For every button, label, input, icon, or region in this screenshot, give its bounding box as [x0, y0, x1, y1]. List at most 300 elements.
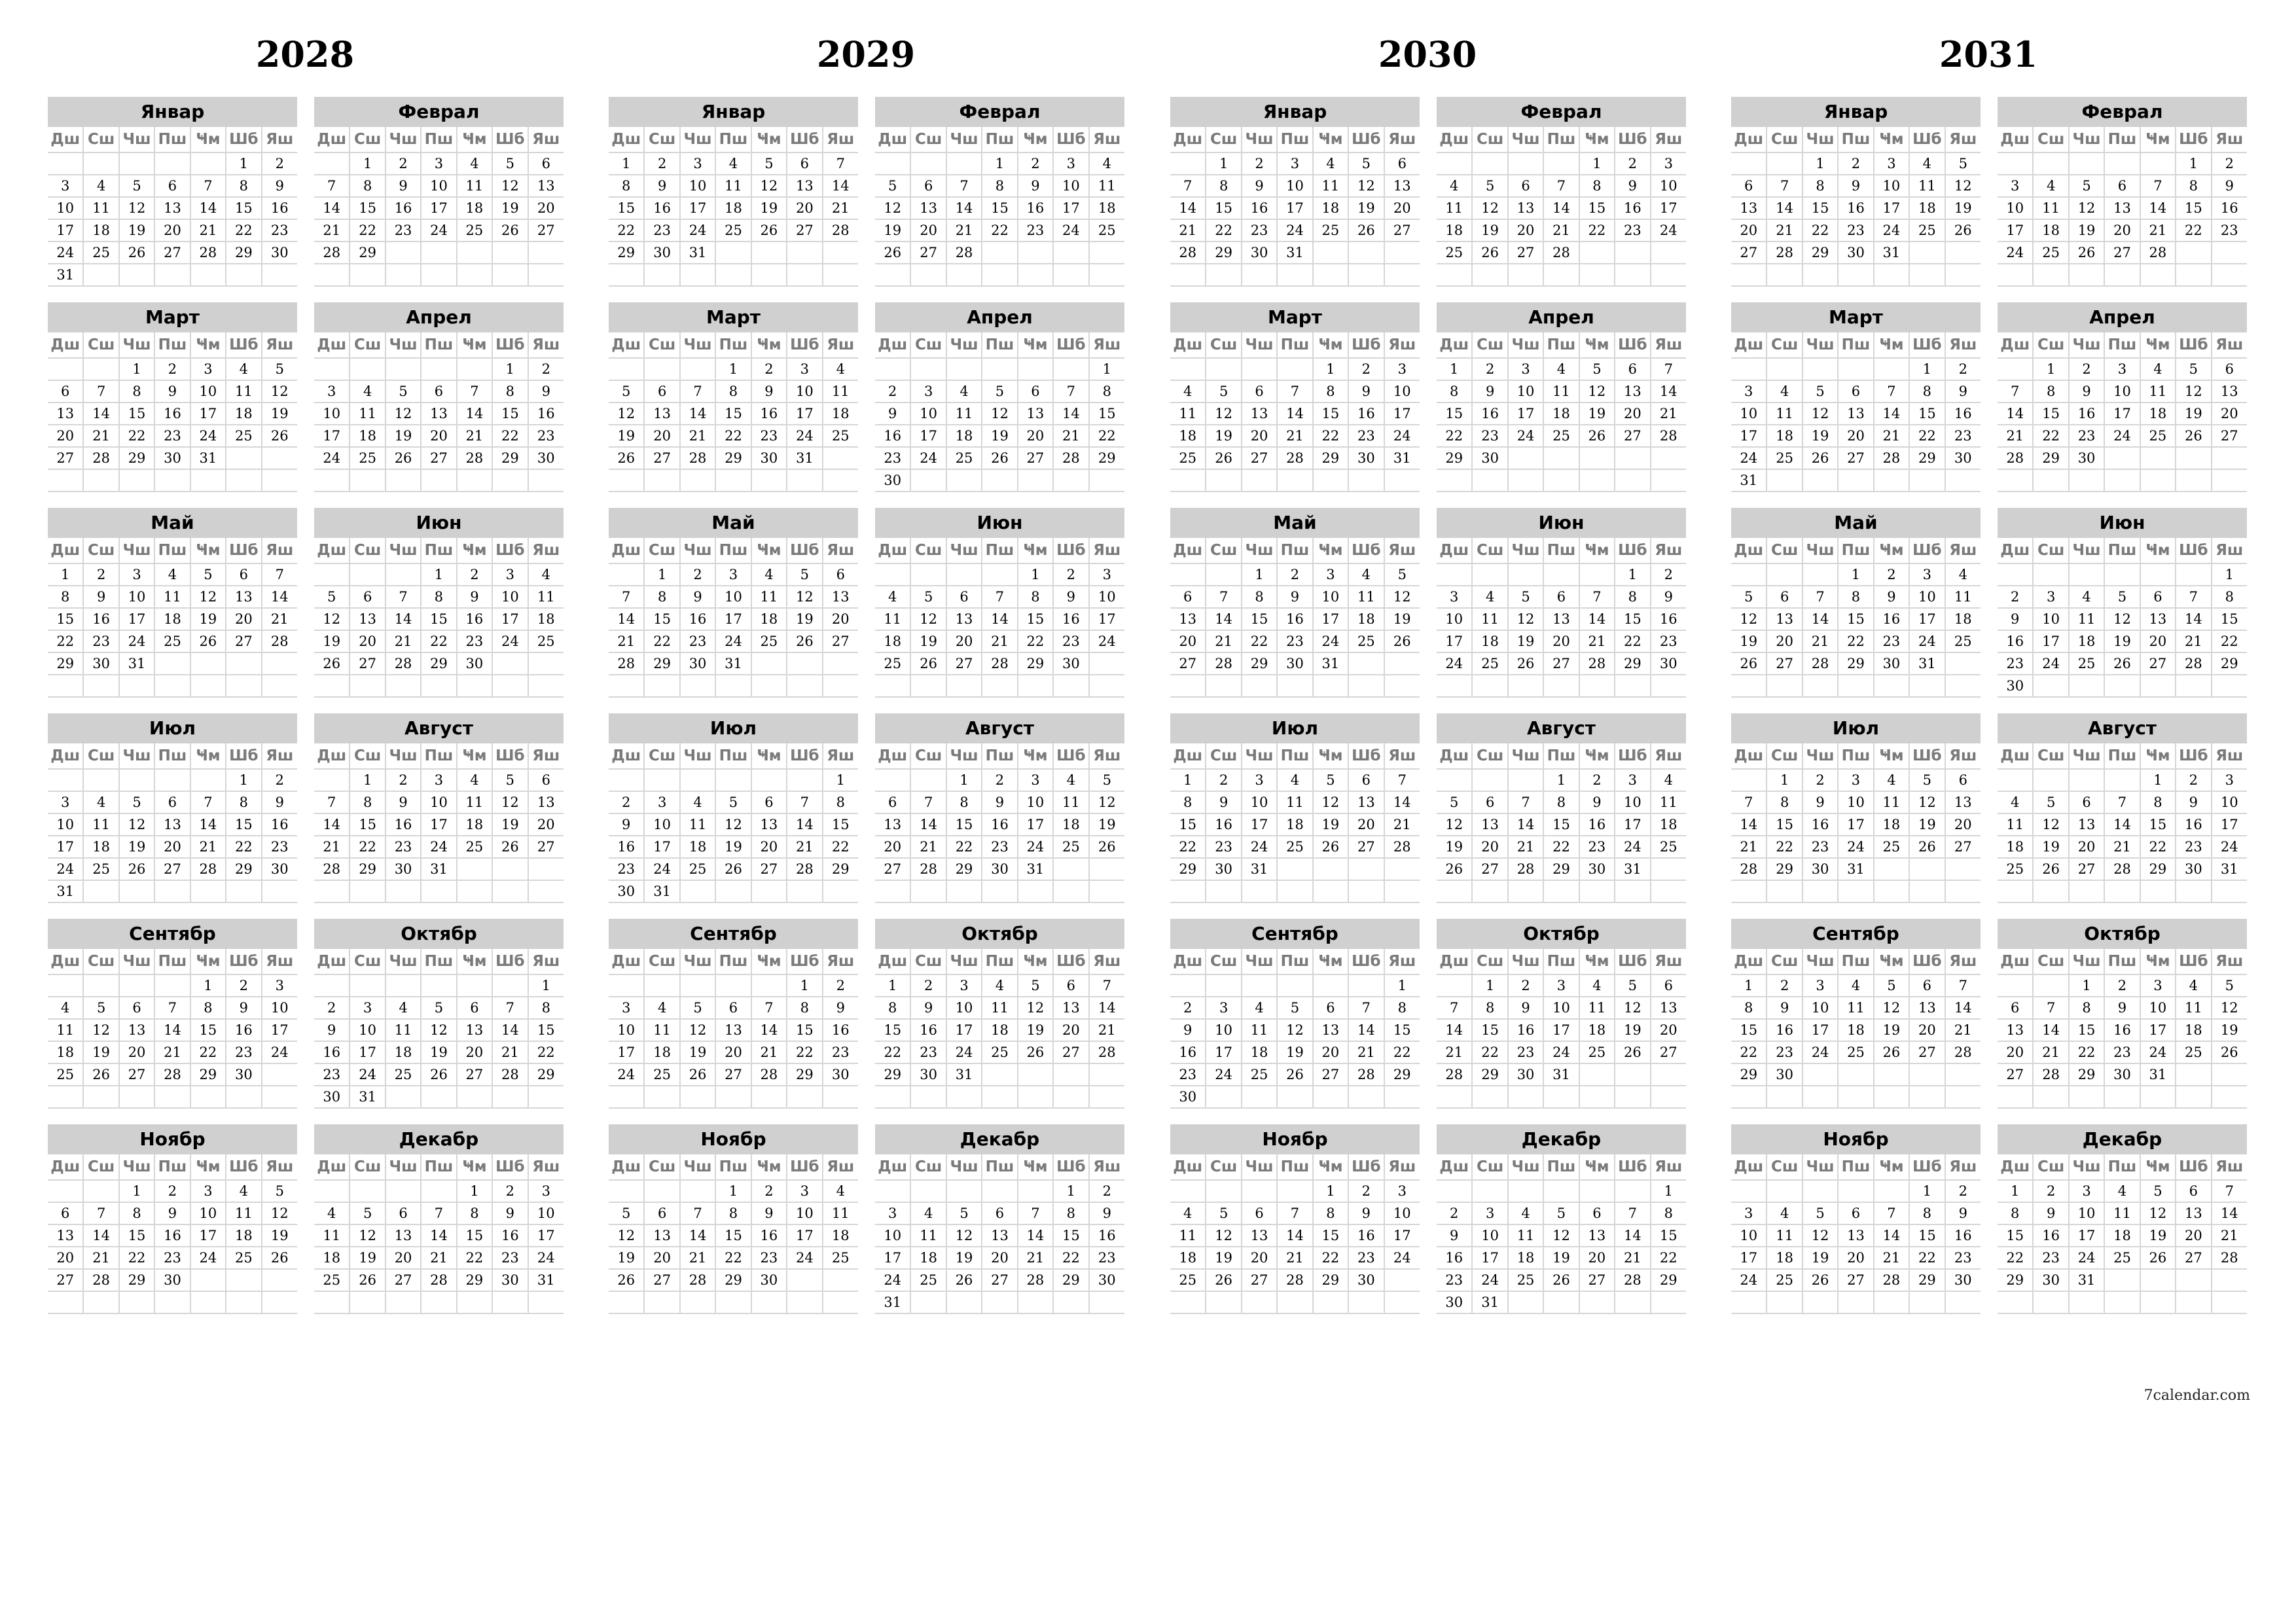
- weekday-header-row: [1437, 127, 1686, 152]
- day-cell: 7: [680, 380, 715, 402]
- day-cell: 9: [1838, 175, 1873, 197]
- weekday-label: Шб: [492, 538, 528, 563]
- day-cell: 2: [1945, 1180, 1981, 1202]
- day-cell: 29: [1313, 447, 1348, 469]
- day-cell: 17: [1909, 608, 1945, 630]
- weekday-label: Чш: [2069, 538, 2104, 563]
- day-cell: 12: [2140, 1202, 2176, 1224]
- weekday-header-row: [48, 127, 297, 152]
- week-row: [48, 1019, 297, 1041]
- day-cell: 2: [1472, 358, 1507, 380]
- empty-cell: [751, 880, 787, 902]
- empty-cell: [2104, 1269, 2140, 1291]
- day-cell: 8: [2033, 380, 2068, 402]
- week-row: [1170, 447, 1420, 469]
- month-calendar: [1731, 1124, 1981, 1314]
- weekday-label: Пш: [715, 127, 751, 152]
- weekday-label: Шб: [1615, 949, 1650, 974]
- site-credit[interactable]: 7calendar.com: [2144, 1387, 2250, 1404]
- day-cell: 8: [715, 380, 751, 402]
- day-cell: 18: [1767, 1247, 1802, 1269]
- weekday-label: Сш: [2033, 743, 2068, 769]
- week-row: [1731, 1269, 1981, 1291]
- day-cell: 8: [421, 586, 456, 608]
- day-cell: 30: [226, 1063, 261, 1086]
- weekday-label: Чш: [680, 127, 715, 152]
- empty-cell: [2140, 1291, 2176, 1313]
- day-cell: 9: [1170, 1019, 1206, 1041]
- empty-cell: [457, 358, 492, 380]
- day-cell: 11: [1543, 380, 1579, 402]
- day-cell: 25: [48, 1063, 83, 1086]
- day-cell: 7: [314, 791, 350, 813]
- day-cell: 10: [2069, 1202, 2104, 1224]
- day-cell: 8: [1437, 380, 1472, 402]
- day-cell: 26: [2212, 1041, 2247, 1063]
- day-cell: 4: [823, 1180, 858, 1202]
- day-cell: 9: [386, 791, 421, 813]
- weekday-label: Шб: [787, 538, 822, 563]
- day-cell: 3: [1508, 358, 1543, 380]
- day-cell: 28: [1998, 447, 2033, 469]
- weekday-label: Шб: [1348, 127, 1384, 152]
- day-cell: 25: [1277, 836, 1312, 858]
- day-cell: 15: [2069, 1019, 2104, 1041]
- day-cell: 11: [823, 1202, 858, 1224]
- empty-cell: [48, 974, 83, 997]
- day-cell: 4: [1472, 586, 1507, 608]
- empty-cell: [1803, 264, 1838, 286]
- week-row: [1731, 1063, 1981, 1086]
- weekday-label: Чш: [386, 538, 421, 563]
- empty-cell: [823, 1269, 858, 1291]
- month-calendar: [1731, 713, 1981, 903]
- empty-cell: [2176, 241, 2211, 264]
- day-cell: 29: [1089, 447, 1124, 469]
- weekday-label: Дш: [314, 332, 350, 358]
- day-cell: 16: [314, 1041, 350, 1063]
- empty-cell: [1053, 858, 1088, 880]
- day-cell: 7: [1874, 380, 1909, 402]
- day-cell: 2: [262, 769, 297, 791]
- day-cell: 12: [314, 608, 350, 630]
- weekday-label: Яш: [1384, 538, 1420, 563]
- week-row: [1437, 1291, 1686, 1313]
- day-cell: 18: [1651, 813, 1686, 836]
- week-row: [875, 813, 1124, 836]
- day-cell: 7: [2033, 997, 2068, 1019]
- weekday-label: Ҹм: [190, 127, 226, 152]
- weekday-label: Ҹм: [1018, 538, 1053, 563]
- empty-cell: [350, 974, 385, 997]
- day-cell: 14: [2104, 813, 2140, 836]
- day-cell: 6: [1543, 586, 1579, 608]
- day-cell: 19: [386, 425, 421, 447]
- empty-cell: [386, 675, 421, 697]
- empty-cell: [386, 974, 421, 997]
- day-cell: 6: [787, 152, 822, 175]
- day-cell: 7: [1053, 380, 1088, 402]
- day-cell: 12: [1437, 813, 1472, 836]
- day-cell: 27: [1384, 219, 1420, 241]
- weekday-label: Сш: [350, 127, 385, 152]
- day-cell: 17: [314, 425, 350, 447]
- empty-cell: [1384, 675, 1420, 697]
- empty-cell: [190, 264, 226, 286]
- week-row: [609, 264, 858, 286]
- week-row: [48, 219, 297, 241]
- day-cell: 1: [823, 769, 858, 791]
- week-row: [1437, 880, 1686, 902]
- weekday-label: Чш: [1242, 743, 1277, 769]
- day-cell: 14: [1579, 608, 1615, 630]
- empty-cell: [715, 1086, 751, 1108]
- day-cell: 9: [2069, 380, 2104, 402]
- day-cell: 8: [1384, 997, 1420, 1019]
- day-cell: 14: [83, 1224, 118, 1247]
- weekday-label: Сш: [2033, 538, 2068, 563]
- day-cell: 23: [875, 447, 910, 469]
- day-cell: 5: [314, 586, 350, 608]
- week-row: [1731, 1041, 1981, 1063]
- day-cell: 3: [1874, 152, 1909, 175]
- weekday-label: Пш: [1838, 127, 1873, 152]
- day-cell: 20: [982, 1247, 1017, 1269]
- empty-cell: [680, 1086, 715, 1108]
- weekday-label: Ҹм: [190, 1154, 226, 1180]
- weekday-header-row: [1437, 743, 1686, 769]
- weekday-header-row: [314, 332, 564, 358]
- weekday-label: Дш: [1437, 743, 1472, 769]
- day-cell: 3: [48, 175, 83, 197]
- day-cell: 17: [119, 608, 154, 630]
- weekday-label: Шб: [226, 949, 261, 974]
- week-row: [609, 197, 858, 219]
- day-cell: 2: [1018, 152, 1053, 175]
- day-cell: 18: [457, 813, 492, 836]
- year-title: 2031: [1939, 33, 2038, 75]
- empty-cell: [1018, 880, 1053, 902]
- empty-cell: [2176, 264, 2211, 286]
- weekday-label: Яш: [528, 538, 564, 563]
- weekday-header-row: [48, 538, 297, 563]
- empty-cell: [1348, 858, 1384, 880]
- weekday-header-row: [609, 949, 858, 974]
- week-row: [48, 675, 297, 697]
- empty-cell: [1313, 1291, 1348, 1313]
- week-row: [314, 1086, 564, 1108]
- day-cell: 26: [421, 1063, 456, 1086]
- day-cell: 20: [644, 425, 679, 447]
- weekday-header-row: [1170, 538, 1420, 563]
- week-row: [314, 1202, 564, 1224]
- day-cell: 23: [226, 1041, 261, 1063]
- day-cell: 19: [119, 836, 154, 858]
- empty-cell: [1615, 1291, 1650, 1313]
- weekday-label: Чш: [946, 127, 982, 152]
- empty-cell: [492, 1291, 528, 1313]
- day-cell: 23: [751, 425, 787, 447]
- empty-cell: [1945, 652, 1981, 675]
- day-cell: 4: [1998, 791, 2033, 813]
- day-cell: 20: [1543, 630, 1579, 652]
- empty-cell: [154, 675, 190, 697]
- weekday-label: Шб: [492, 332, 528, 358]
- day-cell: 14: [1767, 197, 1802, 219]
- day-cell: 21: [386, 630, 421, 652]
- week-row: [48, 1086, 297, 1108]
- empty-cell: [910, 469, 946, 491]
- weekday-label: Дш: [1170, 538, 1206, 563]
- week-row: [609, 769, 858, 791]
- week-row: [609, 630, 858, 652]
- week-row: [1170, 175, 1420, 197]
- month-calendar: [1170, 302, 1420, 492]
- empty-cell: [262, 1269, 297, 1291]
- empty-cell: [1767, 358, 1802, 380]
- empty-cell: [1313, 675, 1348, 697]
- day-cell: 22: [528, 1041, 564, 1063]
- day-cell: 27: [2176, 1247, 2211, 1269]
- weekday-label: Чш: [680, 1154, 715, 1180]
- week-row: [1170, 836, 1420, 858]
- day-cell: 20: [1348, 813, 1384, 836]
- empty-cell: [1579, 1086, 1615, 1108]
- week-row: [1731, 858, 1981, 880]
- day-cell: 6: [910, 175, 946, 197]
- empty-cell: [1277, 1180, 1312, 1202]
- empty-cell: [1277, 858, 1312, 880]
- day-cell: 2: [680, 563, 715, 586]
- day-cell: 25: [457, 219, 492, 241]
- day-cell: 22: [1803, 219, 1838, 241]
- day-cell: 30: [1472, 447, 1507, 469]
- weekday-label: Дш: [314, 538, 350, 563]
- day-cell: 4: [1437, 175, 1472, 197]
- day-cell: 30: [1998, 675, 2033, 697]
- day-cell: 16: [644, 197, 679, 219]
- day-cell: 19: [1277, 1041, 1312, 1063]
- week-row: [48, 791, 297, 813]
- weekday-label: Шб: [1053, 949, 1088, 974]
- day-cell: 22: [1206, 219, 1241, 241]
- day-cell: 31: [1909, 652, 1945, 675]
- day-cell: 8: [1767, 791, 1802, 813]
- day-cell: 13: [1472, 813, 1507, 836]
- day-cell: 24: [1384, 1247, 1420, 1269]
- day-cell: 12: [1277, 1019, 1312, 1041]
- day-cell: 6: [1838, 1202, 1873, 1224]
- day-cell: 11: [350, 402, 385, 425]
- empty-cell: [226, 675, 261, 697]
- empty-cell: [1053, 469, 1088, 491]
- weekday-label: Ҹм: [1018, 1154, 1053, 1180]
- day-cell: 6: [1615, 358, 1650, 380]
- day-cell: 17: [1508, 402, 1543, 425]
- day-cell: 3: [350, 997, 385, 1019]
- weekday-label: Шб: [1909, 1154, 1945, 1180]
- day-cell: 19: [1543, 1247, 1579, 1269]
- weekday-label: Сш: [1206, 538, 1241, 563]
- empty-cell: [982, 880, 1017, 902]
- day-cell: 22: [946, 836, 982, 858]
- weekday-label: Пш: [421, 538, 456, 563]
- day-cell: 7: [1731, 791, 1767, 813]
- empty-cell: [2176, 563, 2211, 586]
- weekday-label: Ҹм: [751, 127, 787, 152]
- weekday-label: Шб: [226, 1154, 261, 1180]
- empty-cell: [1615, 1086, 1650, 1108]
- weekday-label: Дш: [875, 949, 910, 974]
- weekday-label: Сш: [1767, 1154, 1802, 1180]
- day-cell: 25: [823, 1247, 858, 1269]
- day-cell: 26: [1615, 1041, 1650, 1063]
- week-row: [609, 1202, 858, 1224]
- weekday-label: Чш: [1242, 332, 1277, 358]
- months-grid: [1731, 97, 2247, 1314]
- week-row: [314, 608, 564, 630]
- day-cell: 2: [528, 358, 564, 380]
- day-cell: 25: [1437, 241, 1472, 264]
- week-row: [314, 425, 564, 447]
- day-cell: 2: [1348, 358, 1384, 380]
- day-cell: 18: [1277, 813, 1312, 836]
- day-cell: 11: [910, 1224, 946, 1247]
- month-calendar: [1170, 1124, 1420, 1314]
- weekday-header-row: [314, 949, 564, 974]
- day-cell: 11: [1242, 1019, 1277, 1041]
- day-cell: 3: [1651, 152, 1686, 175]
- day-cell: 16: [1803, 813, 1838, 836]
- week-row: [875, 469, 1124, 491]
- day-cell: 21: [1277, 1247, 1312, 1269]
- empty-cell: [226, 1291, 261, 1313]
- empty-cell: [751, 769, 787, 791]
- day-cell: 20: [48, 425, 83, 447]
- empty-cell: [1579, 264, 1615, 286]
- day-cell: 11: [457, 175, 492, 197]
- empty-cell: [119, 264, 154, 286]
- month-calendar: [48, 1124, 297, 1314]
- weekday-label: Пш: [1838, 743, 1873, 769]
- weekday-label: Сш: [1472, 332, 1507, 358]
- day-cell: 13: [751, 813, 787, 836]
- day-cell: 13: [1384, 175, 1420, 197]
- empty-cell: [1909, 241, 1945, 264]
- day-cell: 13: [154, 813, 190, 836]
- empty-cell: [1089, 1086, 1124, 1108]
- day-cell: 9: [154, 380, 190, 402]
- week-row: [609, 447, 858, 469]
- weekday-label: Чш: [946, 743, 982, 769]
- weekday-label: Шб: [2176, 949, 2211, 974]
- week-row: [314, 469, 564, 491]
- week-row: [875, 1291, 1124, 1313]
- day-cell: 10: [528, 1202, 564, 1224]
- day-cell: 21: [946, 219, 982, 241]
- week-row: [609, 836, 858, 858]
- day-cell: 17: [1384, 402, 1420, 425]
- empty-cell: [609, 675, 644, 697]
- empty-cell: [946, 880, 982, 902]
- day-cell: 8: [119, 1202, 154, 1224]
- day-cell: 7: [83, 380, 118, 402]
- empty-cell: [2212, 241, 2247, 264]
- day-cell: 30: [2104, 1063, 2140, 1086]
- day-cell: 6: [528, 769, 564, 791]
- week-row: [48, 241, 297, 264]
- day-cell: 9: [1018, 175, 1053, 197]
- empty-cell: [1206, 1086, 1241, 1108]
- week-row: [1998, 1086, 2247, 1108]
- day-cell: 22: [48, 630, 83, 652]
- day-cell: 12: [1543, 1224, 1579, 1247]
- day-cell: 5: [1018, 974, 1053, 997]
- week-row: [875, 563, 1124, 586]
- empty-cell: [1508, 563, 1543, 586]
- week-row: [1731, 880, 1981, 902]
- day-cell: 26: [1437, 858, 1472, 880]
- day-cell: 5: [119, 175, 154, 197]
- day-cell: 28: [609, 652, 644, 675]
- day-cell: 15: [1472, 1019, 1507, 1041]
- empty-cell: [350, 1180, 385, 1202]
- empty-cell: [1874, 880, 1909, 902]
- day-cell: 16: [2212, 197, 2247, 219]
- month-name: Феврал: [1998, 97, 2247, 127]
- week-row: [1998, 791, 2247, 813]
- week-row: [1437, 402, 1686, 425]
- day-cell: 5: [119, 791, 154, 813]
- week-row: [609, 791, 858, 813]
- day-cell: 23: [2212, 219, 2247, 241]
- weekday-label: Чш: [1803, 743, 1838, 769]
- day-cell: 28: [1053, 447, 1088, 469]
- month-name: Октябр: [875, 919, 1124, 949]
- day-cell: 10: [787, 380, 822, 402]
- weekday-label: Сш: [644, 949, 679, 974]
- month-name: Август: [1437, 713, 1686, 743]
- weekday-label: Сш: [910, 332, 946, 358]
- day-cell: 25: [1998, 858, 2033, 880]
- weekday-label: Сш: [2033, 949, 2068, 974]
- empty-cell: [1767, 1086, 1802, 1108]
- day-cell: 13: [421, 402, 456, 425]
- day-cell: 7: [1543, 175, 1579, 197]
- day-cell: 23: [1242, 219, 1277, 241]
- empty-cell: [1508, 447, 1543, 469]
- day-cell: 1: [1838, 563, 1873, 586]
- weekday-header-row: [1170, 332, 1420, 358]
- weekday-label: Ҹм: [1874, 743, 1909, 769]
- empty-cell: [982, 563, 1017, 586]
- day-cell: 13: [1838, 402, 1873, 425]
- empty-cell: [1803, 1180, 1838, 1202]
- day-cell: 14: [2140, 197, 2176, 219]
- day-cell: 27: [119, 1063, 154, 1086]
- day-cell: 9: [1767, 997, 1802, 1019]
- day-cell: 30: [314, 1086, 350, 1108]
- week-row: [1998, 1063, 2247, 1086]
- day-cell: 7: [2176, 586, 2211, 608]
- month-name: Феврал: [314, 97, 564, 127]
- weekday-label: Шб: [1615, 1154, 1650, 1180]
- weekday-label: Сш: [644, 127, 679, 152]
- day-cell: 6: [1384, 152, 1420, 175]
- day-cell: 26: [1313, 836, 1348, 858]
- day-cell: 30: [609, 880, 644, 902]
- month-calendar: [1998, 508, 2247, 698]
